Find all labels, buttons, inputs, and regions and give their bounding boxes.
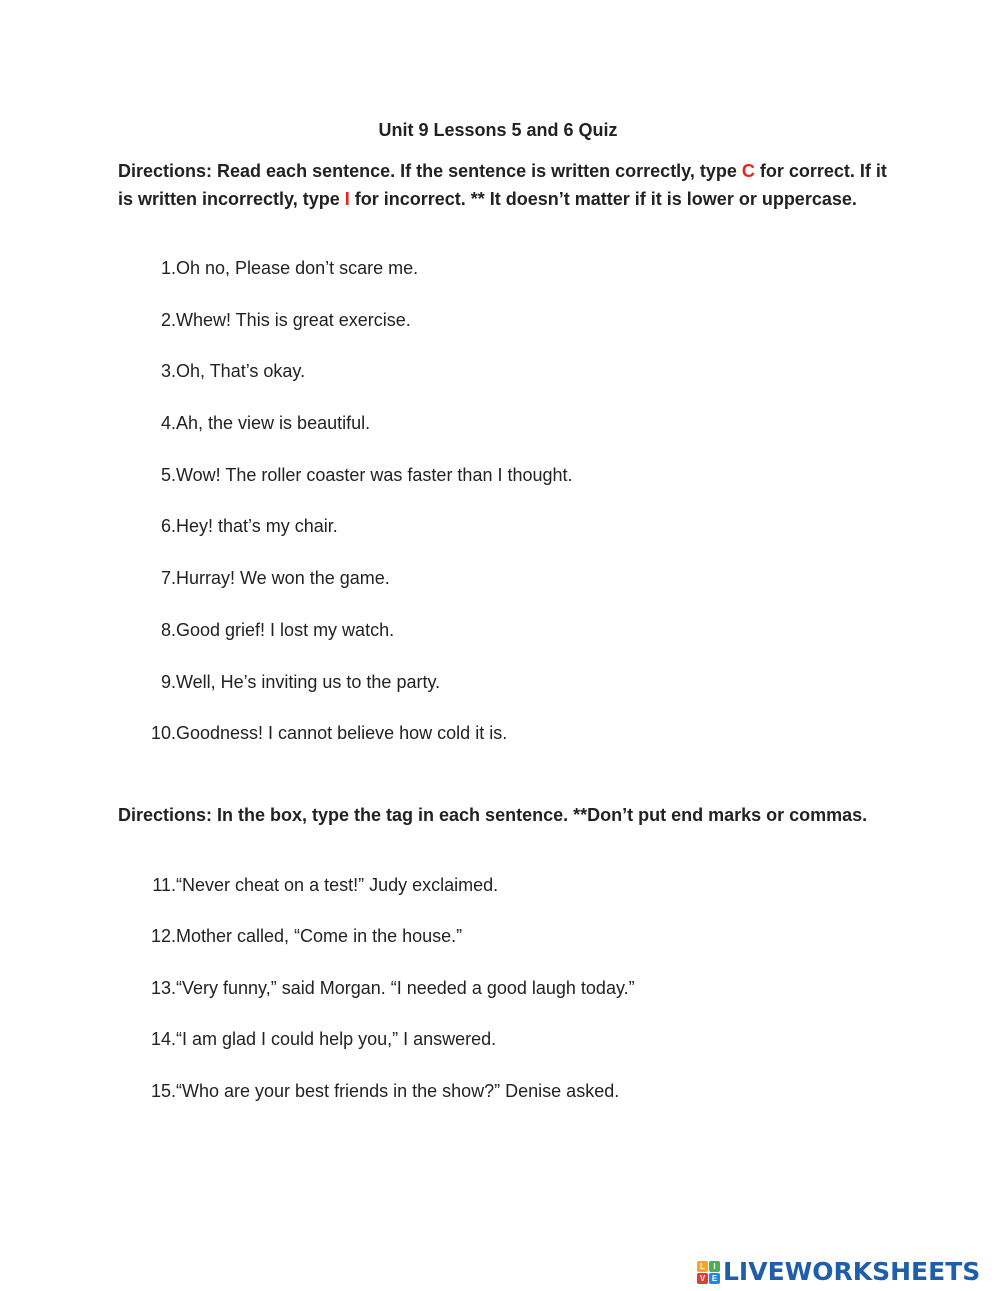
question-item [140, 925, 463, 947]
question-text: Mother called, “Come in the house.” [176, 926, 463, 946]
question-item [140, 671, 441, 693]
page-title: Unit 9 Lessons 5 and 6 Quiz [378, 120, 618, 140]
logo-tile: V [697, 1273, 708, 1284]
question-number: 14. [150, 1029, 176, 1049]
question-number: 9. [160, 672, 176, 692]
question-number: 6. [160, 516, 176, 536]
question-number: 7. [160, 568, 176, 588]
question-text: Whew! This is great exercise. [176, 310, 411, 330]
question-text: Oh no, Please don’t scare me. [176, 258, 419, 278]
directions-text: for incorrect. ** It doesn’t matter if it is lower or uppercase. [349, 189, 857, 209]
question-item [140, 722, 508, 744]
question-number: 12. [150, 926, 176, 946]
question-item [140, 619, 395, 641]
question-number: 8. [160, 620, 176, 640]
question-item [140, 257, 419, 279]
logo-tile: L [697, 1261, 708, 1272]
directions-text: for correct. If it is written incorrectly, type [118, 161, 887, 209]
question-number: 1. [160, 258, 176, 278]
directions-section-2: Directions: In the box, type the tag in each sentence. **Don’t put end marks or commas. [118, 805, 868, 825]
question-item [140, 360, 306, 382]
question-item [140, 309, 411, 331]
logo-tile: E [709, 1273, 720, 1284]
question-item [140, 1028, 497, 1050]
logo-text: LIVEWORKSHEETS [723, 1257, 981, 1286]
question-text: “Who are your best friends in the show?” Denise asked. [176, 1081, 620, 1101]
question-number: 10. [150, 723, 176, 743]
question-text: Hurray! We won the game. [176, 568, 390, 588]
question-number: 15. [150, 1081, 176, 1101]
question-number: 13. [150, 978, 176, 998]
directions-text: Directions: Read each sentence. If the sentence is written correctly, type [118, 161, 742, 181]
question-text: Hey! that’s my chair. [176, 516, 338, 536]
question-item [140, 464, 573, 486]
incorrect-letter: I [344, 189, 350, 209]
question-item [140, 977, 635, 999]
question-item [140, 874, 499, 896]
correct-letter: C [741, 161, 755, 181]
question-text: Well, He’s inviting us to the party. [176, 672, 441, 692]
question-text: Oh, That’s okay. [176, 361, 306, 381]
logo-tiles-icon [697, 1261, 720, 1284]
question-item [140, 515, 338, 537]
logo-tile: I [709, 1261, 720, 1272]
question-text: “Never cheat on a test!” Judy exclaimed. [176, 875, 499, 895]
question-number: 2. [160, 310, 176, 330]
directions-section-1 [118, 157, 888, 213]
question-number: 5. [160, 465, 176, 485]
question-text: Ah, the view is beautiful. [176, 413, 371, 433]
liveworksheets-logo [697, 1257, 980, 1287]
question-text: “Very funny,” said Morgan. “I needed a good laugh today.” [176, 978, 635, 998]
question-number: 4. [160, 413, 176, 433]
question-item [140, 412, 371, 434]
question-text: Goodness! I cannot believe how cold it is. [176, 723, 508, 743]
question-text: Wow! The roller coaster was faster than I thought. [176, 465, 573, 485]
question-text: “I am glad I could help you,” I answered. [176, 1029, 497, 1049]
question-number: 3. [160, 361, 176, 381]
question-text: Good grief! I lost my watch. [176, 620, 395, 640]
question-item [140, 567, 390, 589]
question-item [140, 1080, 620, 1102]
question-number: 11. [152, 875, 176, 895]
